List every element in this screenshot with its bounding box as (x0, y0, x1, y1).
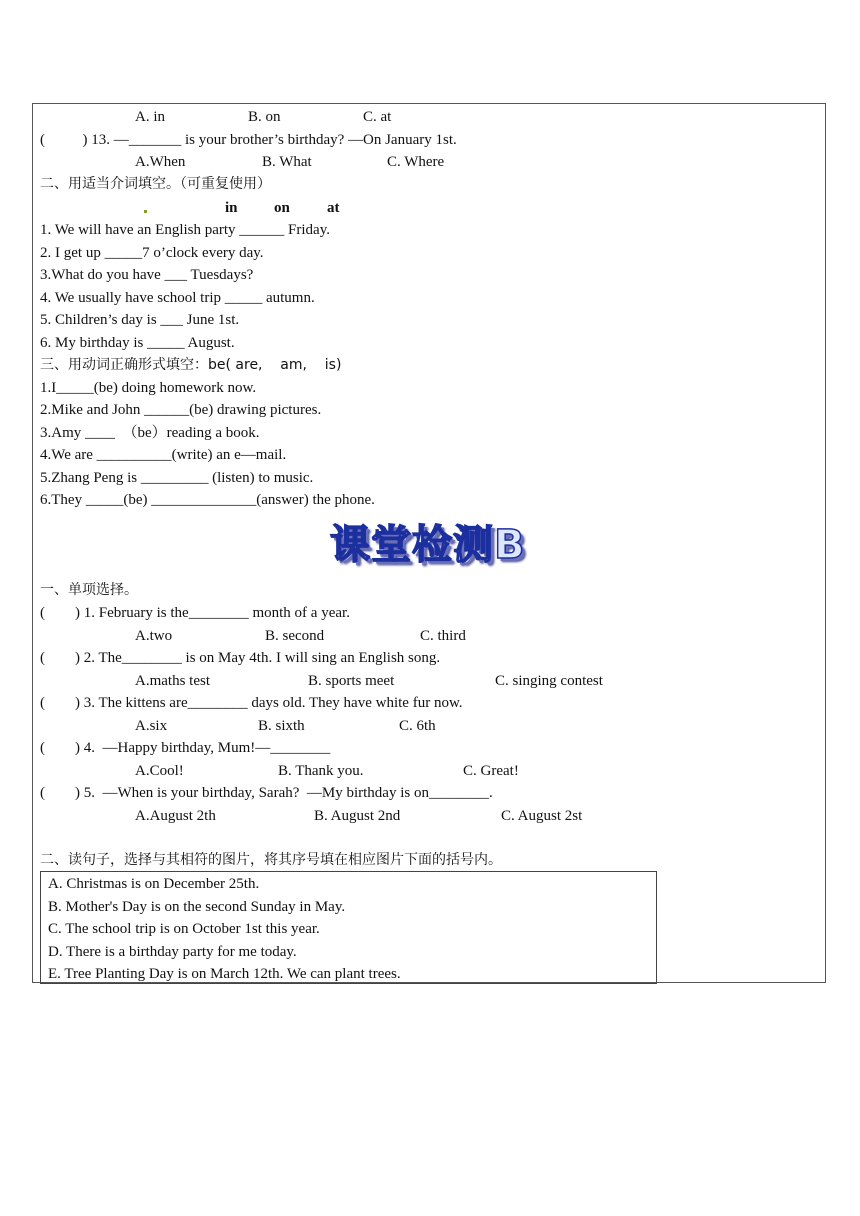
test-b-heading: 一、单项选择。 (40, 582, 138, 598)
test-b-q3-option-c: C. 6th (399, 718, 436, 734)
test-b-q2-option-b: B. sports meet (308, 673, 395, 689)
section3-item-5: 5.Zhang Peng is _________ (listen) to music. (40, 470, 314, 486)
test-b-title: 课堂检测B (330, 522, 526, 568)
test-b-q3-option-a: A.six (135, 718, 168, 734)
sentence-e: E. Tree Planting Day is on March 12th. We can plant trees. (48, 966, 401, 982)
section3-item-2: 2.Mike and John ______(be) drawing pictures. (40, 402, 322, 418)
word-bank-at: at (327, 200, 340, 216)
test-b-q3-stem: ( ) 3. The kittens are________ days old. They have white fur now. (40, 695, 463, 711)
section2-item-4: 4. We usually have school trip _____ autumn. (40, 290, 315, 306)
q13-option-c: C. Where (387, 154, 445, 170)
test-b-q1-option-c: C. third (420, 628, 466, 644)
section2-heading: 二、用适当介词填空。（可重复使用） (40, 176, 271, 192)
section2-item-3: 3.What do you have ___ Tuesdays? (40, 267, 254, 283)
section2-item-1: 1. We will have an English party ______ Friday. (40, 222, 330, 238)
q13-option-b: B. What (262, 154, 312, 170)
word-bank-in: in (225, 200, 238, 216)
test-b-section2-heading: 二、读句子，选择与其相符的图片，将其序号填在相应图片下面的括号内。 (40, 852, 502, 868)
test-b-q4-option-b: B. Thank you. (278, 763, 364, 779)
section2-item-5: 5. Children’s day is ___ June 1st. (40, 312, 240, 328)
section2-item-2: 2. I get up _____7 o’clock every day. (40, 245, 264, 261)
test-b-q2-option-c: C. singing contest (495, 673, 603, 689)
test-b-q2-stem: ( ) 2. The________ is on May 4th. I will sing an English song. (40, 650, 441, 666)
sentence-d: D. There is a birthday party for me today. (48, 944, 297, 960)
test-b-q5-option-b: B. August 2nd (314, 808, 401, 824)
stray-mark (144, 210, 147, 213)
section3-item-4: 4.We are __________(write) an e—mail. (40, 447, 287, 463)
q12-option-a: A. in (135, 109, 165, 125)
sentence-a: A. Christmas is on December 25th. (48, 876, 260, 892)
sentence-c: C. The school trip is on October 1st this year. (48, 921, 320, 937)
test-b-q4-stem: ( ) 4. —Happy birthday, Mum!—________ (40, 740, 331, 756)
test-b-q1-option-a: A.two (135, 628, 173, 644)
sentence-b: B. Mother's Day is on the second Sunday in May. (48, 899, 346, 915)
test-b-q4-option-c: C. Great! (463, 763, 519, 779)
section3-item-6: 6.They _____(be) ______________(answer) the phone. (40, 492, 375, 508)
q13-option-a: A.When (135, 154, 186, 170)
word-bank-on: on (274, 200, 290, 216)
test-b-q1-stem: ( ) 1. February is the________ month of a year. (40, 605, 350, 621)
test-b-q5-option-a: A.August 2th (135, 808, 216, 824)
test-b-q4-option-a: A.Cool! (135, 763, 184, 779)
q13-stem: ( ) 13. —_______ is your brother’s birthday? —On January 1st. (40, 132, 457, 148)
test-b-q1-option-b: B. second (265, 628, 325, 644)
section2-item-6: 6. My birthday is _____ August. (40, 335, 235, 351)
test-b-q5-stem: ( ) 5. —When is your birthday, Sarah? —My birthday is on________. (40, 785, 493, 801)
q12-option-b: B. on (248, 109, 281, 125)
test-b-q3-option-b: B. sixth (258, 718, 305, 734)
section3-heading: 三、用动词正确形式填空：be( are, am, is) (40, 357, 342, 373)
section3-item-3: 3.Amy ____ （be）reading a book. (40, 425, 260, 441)
test-b-q2-option-a: A.maths test (135, 673, 210, 689)
test-b-q5-option-c: C. August 2st (501, 808, 583, 824)
q12-option-c: C. at (363, 109, 392, 125)
section3-item-1: 1.I_____(be) doing homework now. (40, 380, 257, 396)
